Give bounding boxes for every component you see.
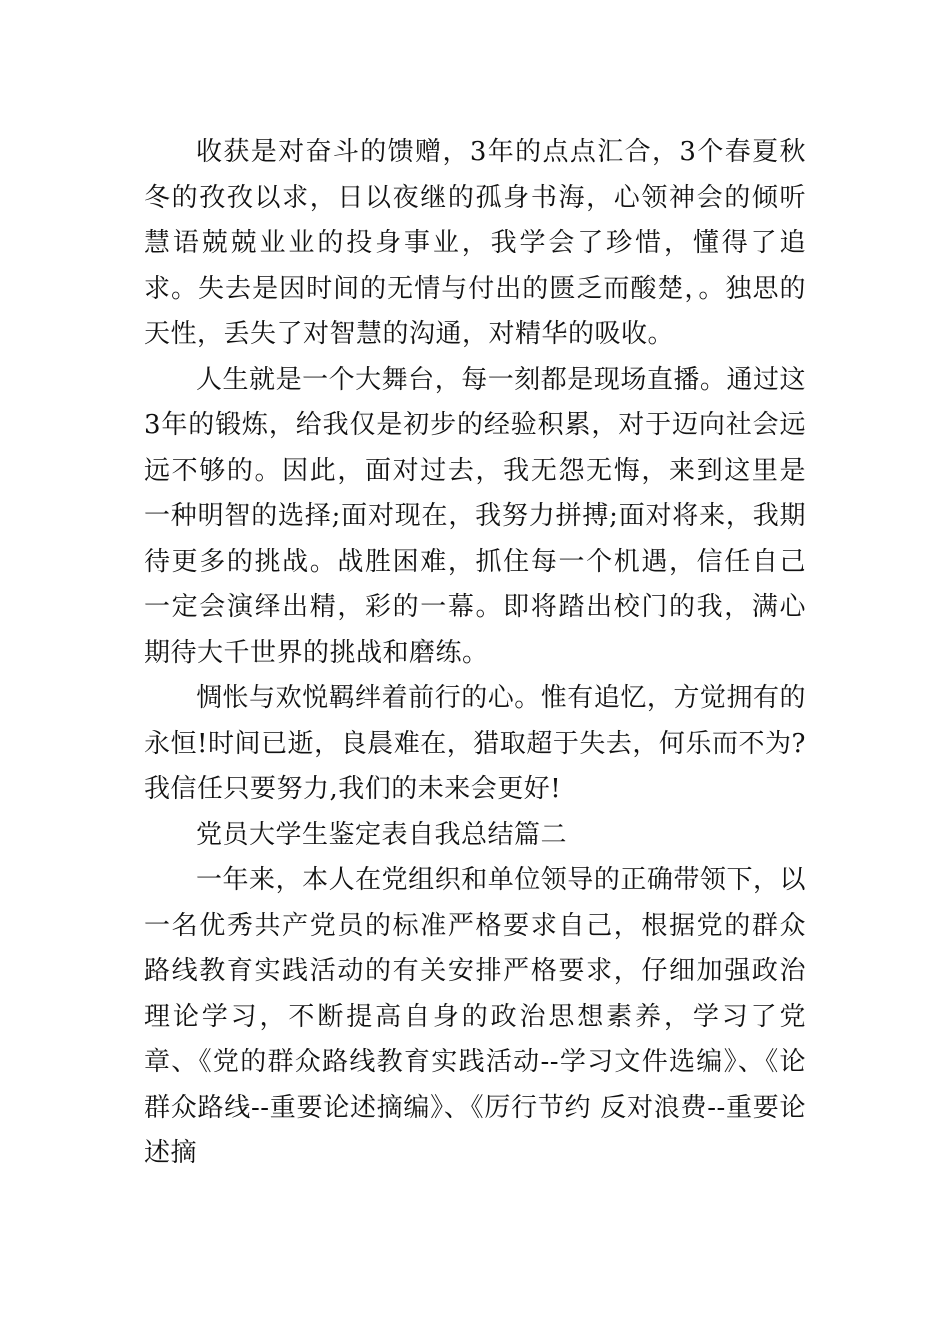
paragraph-year-summary: 一年来，本人在党组织和单位领导的正确带领下，以一名优秀共产党员的标准严格要求自己，根据党的群众路线教育实践活动的有关安排严格要求，仔细加强政治理论学习，不断提高自身的政治思想素养，学习了党章、《党的群众路线教育实践活动--学习文件选编》、《论群众路线--重要论述摘编》、《厉行节约 反对浪费--重要论述摘: [144, 865, 806, 1168]
paragraph-melancholy: 惆怅与欢悦羁绊着前行的心。惟有追忆，方觉拥有的永恒!时间已逝，良晨难在，猎取超于失去，何乐而不为?我信任只要努力,我们的未来会更好!: [144, 683, 806, 804]
paragraph-life-stage: 人生就是一个大舞台，每一刻都是现场直播。通过这3年的锻炼，给我仅是初步的经验积累，对于迈向社会远远不够的。因此，面对过去，我无怨无悔，来到这里是一种明智的选择;面对现在，我努力拼搏;面对将来，我期待更多的挑战。战胜困难，抓住每一个机遇，信任自己一定会演绎出精，彩的一幕。即将踏出校门的我，满心期待大千世界的挑战和磨练。: [144, 364, 806, 668]
paragraph-harvest: 收获是对奋斗的馈赠，3年的点点汇合，3个春夏秋冬的孜孜以求，日以夜继的孤身书海，心领神会的倾听慧语兢兢业业的投身事业，我学会了珍惜，懂得了追求。失去是因时间的无情与付出的匮乏而酸楚，。独思的天性，丢失了对智慧的沟通，对精华的吸收。: [144, 137, 806, 349]
section-heading: 党员大学生鉴定表自我总结篇二: [196, 819, 568, 850]
document-body: [144, 130, 806, 1177]
